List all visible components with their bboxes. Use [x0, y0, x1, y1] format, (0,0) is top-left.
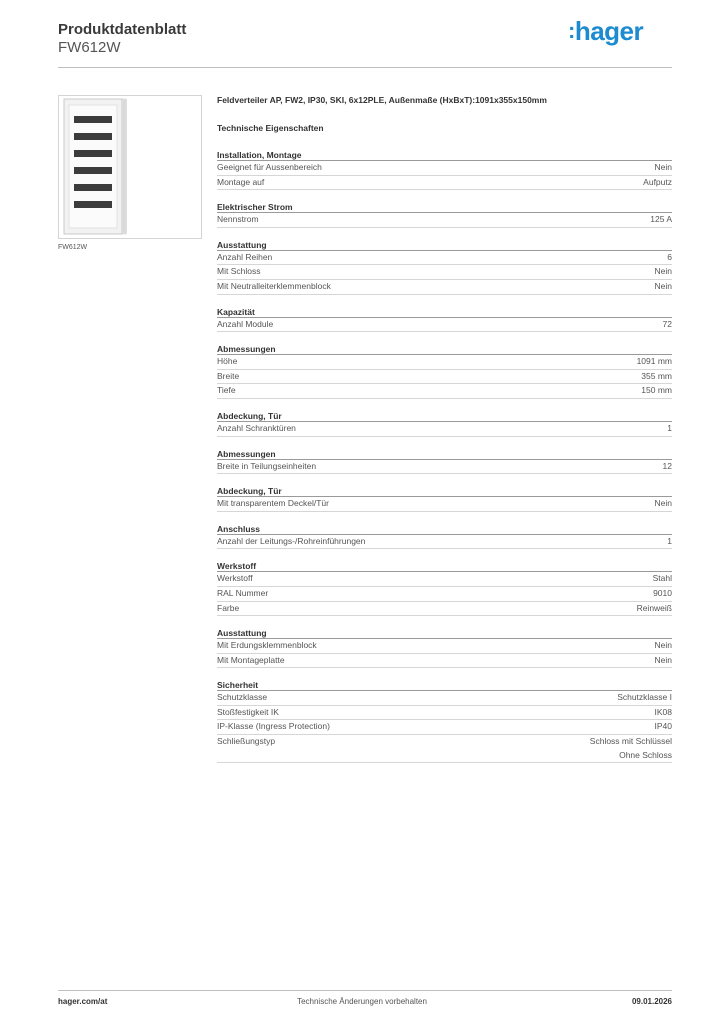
group-title: Abmessungen — [217, 343, 672, 355]
property-value: 125 A — [650, 214, 672, 225]
footer-divider — [58, 990, 672, 991]
property-group — [217, 485, 672, 512]
property-row — [217, 460, 672, 475]
group-title: Sicherheit — [217, 679, 672, 691]
product-code: FW612W — [58, 39, 121, 56]
group-title: Ausstattung — [217, 239, 672, 251]
property-group — [217, 149, 672, 190]
product-description: Feldverteiler AP, FW2, IP30, SKI, 6x12PLE, Außenmaße (HxBxT):1091x355x150mm — [217, 95, 547, 105]
property-row — [217, 654, 672, 669]
property-value: Aufputz — [643, 176, 672, 187]
property-row — [217, 280, 672, 295]
property-row — [217, 602, 672, 617]
property-value: Reinweiß — [636, 602, 672, 613]
property-value: Nein — [654, 654, 672, 665]
logo-text: hager — [574, 16, 644, 46]
product-details — [217, 95, 672, 774]
property-value: Nein — [654, 162, 672, 172]
property-value: Nein — [654, 280, 672, 291]
property-value: 6 — [667, 251, 672, 262]
property-label: Anzahl Schranktüren — [217, 422, 296, 433]
property-value: IP40 — [654, 721, 672, 732]
group-title: Abdeckung, Tür — [217, 485, 672, 497]
property-label: Montage auf — [217, 176, 265, 187]
property-group — [217, 679, 672, 763]
property-value: 12 — [662, 460, 672, 471]
property-row — [217, 639, 672, 654]
product-image — [58, 95, 202, 239]
footer-notice: Technische Änderungen vorbehalten — [297, 997, 427, 1006]
property-value: 1091 mm — [636, 356, 672, 367]
property-label: Werkstoff — [217, 573, 253, 584]
property-label: Tiefe — [217, 385, 236, 396]
property-row — [217, 161, 672, 176]
group-title: Abdeckung, Tür — [217, 410, 672, 422]
property-group — [217, 627, 672, 668]
property-row — [217, 535, 672, 550]
property-row — [217, 497, 672, 512]
property-row — [217, 735, 672, 763]
property-label: Anzahl Module — [217, 318, 274, 329]
property-row — [217, 691, 672, 706]
property-value: Nein — [654, 640, 672, 651]
group-title: Kapazität — [217, 306, 672, 318]
property-value: 1 — [667, 535, 672, 546]
property-label: Mit Neutralleiterklemmenblock — [217, 280, 331, 291]
property-value: 355 mm — [641, 370, 672, 381]
property-row — [217, 587, 672, 602]
group-title: Installation, Montage — [217, 149, 672, 161]
property-value: 1 — [667, 422, 672, 433]
property-value: 150 mm — [641, 385, 672, 396]
property-value: Nein — [654, 498, 672, 509]
property-row — [217, 720, 672, 735]
property-group — [217, 560, 672, 616]
property-label: Stoßfestigkeit IK — [217, 706, 279, 717]
group-title: Werkstoff — [217, 560, 672, 572]
property-label: Mit Erdungsklemmenblock — [217, 640, 317, 651]
property-value: Stahl — [652, 573, 672, 584]
property-value: 72 — [662, 318, 672, 329]
property-label: Anzahl der Leitungs-/Rohreinführungen — [217, 535, 366, 546]
group-title: Anschluss — [217, 523, 672, 535]
property-row — [217, 318, 672, 333]
property-group — [217, 239, 672, 295]
property-label: Farbe — [217, 602, 240, 613]
property-group — [217, 201, 672, 228]
property-row — [217, 213, 672, 228]
property-label: Breite — [217, 370, 240, 381]
property-value: Schutzklasse I — [617, 692, 672, 703]
property-label: IP-Klasse (Ingress Protection) — [217, 721, 330, 732]
property-label: Anzahl Reihen — [217, 251, 273, 262]
group-title: Abmessungen — [217, 448, 672, 460]
property-row — [217, 572, 672, 587]
header-divider — [58, 67, 672, 68]
property-label: Schließungstyp — [217, 736, 276, 747]
property-row — [217, 251, 672, 266]
property-label: Mit Schloss — [217, 266, 261, 277]
property-label: Höhe — [217, 356, 238, 367]
property-group — [217, 343, 672, 399]
property-groups — [217, 149, 672, 763]
property-label: Mit Montageplatte — [217, 654, 285, 665]
property-row — [217, 176, 672, 191]
image-caption: FW612W — [58, 244, 88, 251]
property-value: 9010 — [653, 587, 672, 598]
property-value: Nein — [654, 266, 672, 277]
property-row — [217, 384, 672, 399]
property-label: Mit transparentem Deckel/Tür — [217, 498, 329, 509]
property-row — [217, 265, 672, 280]
property-group — [217, 306, 672, 333]
property-group — [217, 523, 672, 550]
property-group — [217, 410, 672, 437]
property-label: Nennstrom — [217, 214, 259, 225]
group-title: Ausstattung — [217, 627, 672, 639]
property-row — [217, 355, 672, 370]
property-label: Schutzklasse — [217, 692, 268, 703]
group-title: Elektrischer Strom — [217, 201, 672, 213]
property-value: IK08 — [654, 706, 672, 717]
property-value: Schloss mit Schlüssel Ohne Schloss — [589, 736, 672, 760]
property-row — [217, 370, 672, 385]
footer-website[interactable]: hager.com/at — [58, 997, 108, 1006]
property-label: Breite in Teilungseinheiten — [217, 460, 317, 471]
property-label: RAL Nummer — [217, 587, 269, 598]
property-row — [217, 706, 672, 721]
cabinet-image — [59, 96, 201, 238]
property-group — [217, 448, 672, 475]
properties-heading: Technische Eigenschaften — [217, 123, 324, 133]
property-row — [217, 422, 672, 437]
hager-logo: :hager — [568, 16, 644, 46]
page-title: Produktdatenblatt — [58, 21, 187, 38]
property-label: Geeignet für Aussenbereich — [217, 162, 322, 172]
footer-date: 09.01.2026 — [631, 997, 672, 1006]
